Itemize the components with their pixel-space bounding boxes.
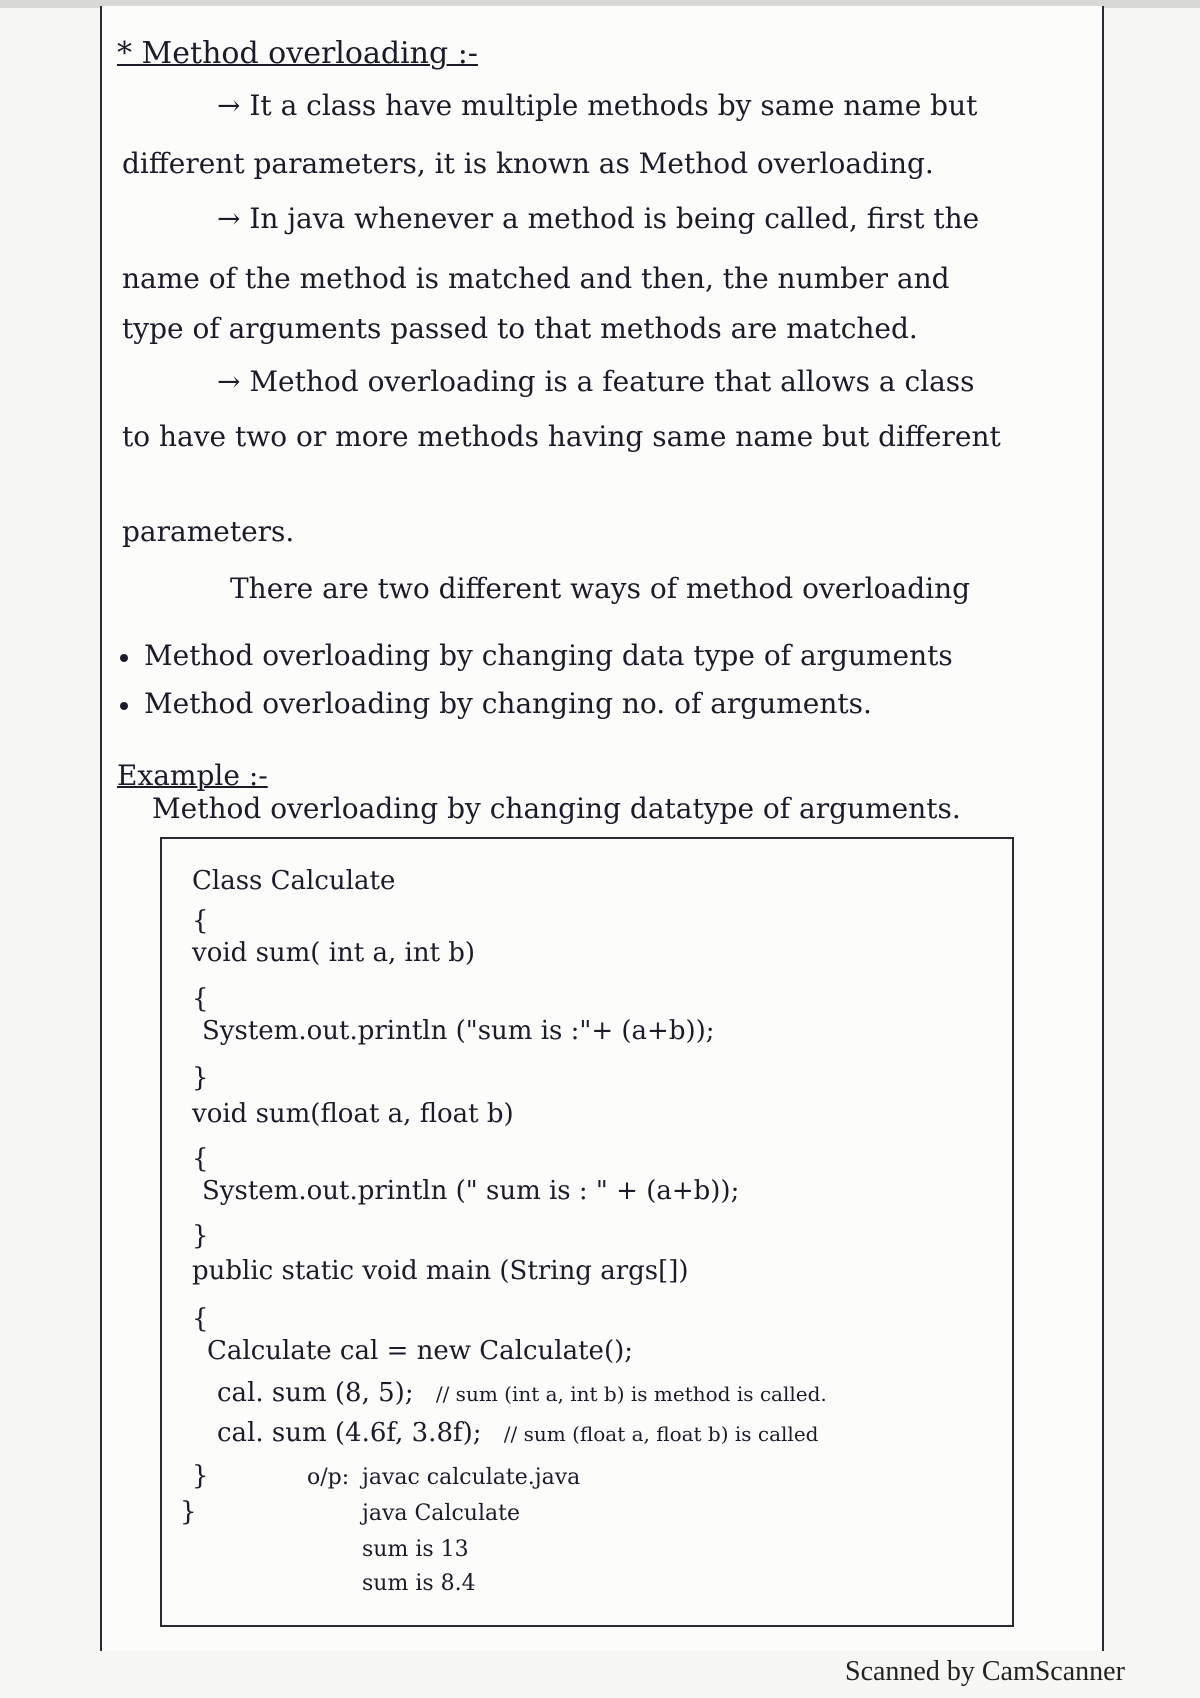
- ways-intro: There are two different ways of method overloading: [230, 572, 971, 605]
- code-line: void sum( int a, int b): [192, 938, 476, 968]
- paragraph-line: to have two or more methods having same name but different: [122, 420, 1001, 453]
- code-line: {: [192, 984, 209, 1014]
- code-line: }: [192, 1461, 209, 1491]
- paragraph-line: different parameters, it is known as Method overloading.: [122, 147, 934, 180]
- output-line: sum is 8.4: [362, 1571, 476, 1596]
- paragraph-line: parameters.: [122, 515, 295, 548]
- code-example-box: [160, 837, 1014, 1627]
- scanner-watermark: Scanned by CamScanner: [845, 1656, 1125, 1687]
- code-line: Calculate cal = new Calculate();: [207, 1336, 633, 1366]
- code-line: {: [192, 1304, 209, 1334]
- output-line: sum is 13: [362, 1537, 469, 1562]
- code-comment: // sum (int a, int b) is method is called.: [435, 1382, 827, 1406]
- code-line: }: [180, 1497, 197, 1527]
- output-label: o/p:: [307, 1465, 350, 1490]
- bullet-dot: [120, 654, 128, 662]
- code-line-with-comment: cal. sum (4.6f, 3.8f); // sum (float a, float b) is called: [217, 1418, 819, 1448]
- code-line: System.out.println (" sum is : " + (a+b));: [202, 1176, 740, 1206]
- example-label: Example :-: [117, 759, 268, 792]
- bullet-dot: [120, 702, 128, 710]
- code-line: public static void main (String args[]): [192, 1256, 689, 1286]
- code-line: {: [192, 1144, 209, 1174]
- code-line: }: [192, 1063, 209, 1093]
- paragraph-line: → It a class have multiple methods by same name but: [217, 89, 978, 122]
- code-line: System.out.println ("sum is :"+ (a+b));: [202, 1016, 715, 1046]
- code-comment: // sum (float a, float b) is called: [503, 1422, 819, 1446]
- paragraph-line: name of the method is matched and then, the number and: [122, 262, 950, 295]
- code-line: {: [192, 906, 209, 936]
- example-title: Method overloading by changing datatype of arguments.: [152, 792, 961, 825]
- bullet-item: Method overloading by changing data type of arguments: [120, 638, 953, 674]
- output-line: java Calculate: [362, 1501, 520, 1526]
- code-line: Class Calculate: [192, 866, 396, 896]
- output-line: javac calculate.java: [362, 1465, 581, 1490]
- code-line: void sum(float a, float b): [192, 1099, 514, 1129]
- code-line: }: [192, 1221, 209, 1251]
- paragraph-line: type of arguments passed to that methods are matched.: [122, 312, 918, 345]
- paragraph-line: → Method overloading is a feature that allows a class: [217, 365, 975, 398]
- code-line-with-comment: cal. sum (8, 5); // sum (int a, int b) is method is called.: [217, 1378, 827, 1408]
- page-heading: * Method overloading :-: [117, 36, 478, 71]
- paragraph-line: → In java whenever a method is being called, first the: [217, 202, 980, 235]
- bullet-item: Method overloading by changing no. of arguments.: [120, 686, 872, 722]
